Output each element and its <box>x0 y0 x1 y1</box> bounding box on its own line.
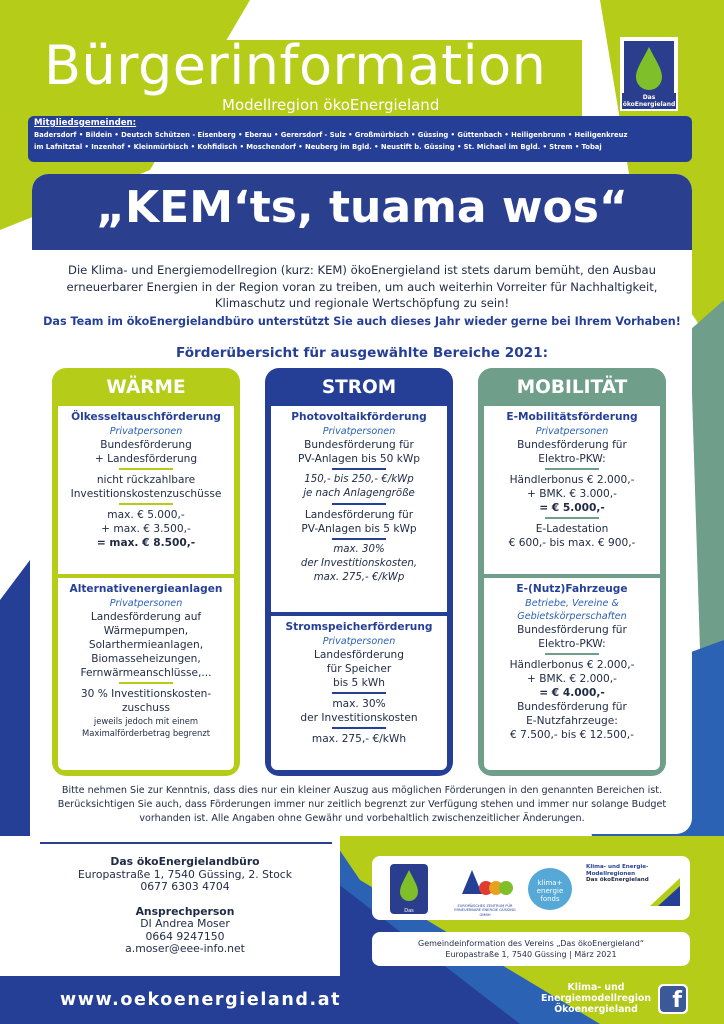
partner-name: Das ökoEnergieland <box>390 908 429 920</box>
drop-icon <box>390 864 428 904</box>
members-line-1: Badersdorf • Bildein • Deutsch Schützen - Eisenberg • Eberau • Gerersdorf - Sulz • Großmürbisch • Güssing • Güttenbach • Heiligenbrunn • Heiligenkreuz <box>34 131 628 139</box>
text-line: PV-Anlagen bis 5 kWp <box>301 523 417 535</box>
text-line: Landesförderung für <box>304 509 414 521</box>
partner-name: Das ökoEnergieland <box>586 877 649 884</box>
partner-name: Klima- und Energie- <box>586 864 649 870</box>
klima-energie-fonds-logo <box>528 868 572 910</box>
members-label: Mitgliedsgemeinden: <box>34 118 137 128</box>
text-line: E-Ladestation <box>535 523 609 535</box>
panel-alternativenergie <box>58 578 234 770</box>
eee-partner-logo <box>452 864 518 917</box>
page-subtitle: Modellregion ökoEnergieland <box>222 96 440 114</box>
rate-line: der Investitionskosten, <box>300 558 418 569</box>
amount-line: € 600,- bis max. € 900,- <box>508 537 636 549</box>
small-note: Maximalförderbetrag begrenzt <box>81 728 211 738</box>
partner-name: EUROPÄISCHES ZENTRUM FÜR ERNEUERBARE ENERGIE GÜSSING GMBH <box>454 904 516 917</box>
kem-icon <box>650 878 680 906</box>
footer-line: Energiemodellregion <box>540 993 652 1004</box>
panel-audience: Privatpersonen <box>109 598 183 609</box>
text-line: Landesförderung auf <box>90 611 202 623</box>
member-municipalities <box>28 116 692 162</box>
text-line: Fernwärmeanschlüsse,... <box>80 667 212 679</box>
text-line: Elektro-PKW: <box>538 638 606 650</box>
panel-audience: Gebietskörperschaften <box>517 611 627 622</box>
website-link[interactable]: www.oekoenergieland.at <box>60 990 342 1010</box>
contact-block <box>40 856 330 956</box>
amount-total: = max. € 8.500,- <box>96 537 196 549</box>
text-line: 30 % Investitionskosten- <box>80 688 212 700</box>
text-line: E-Nutzfahrzeuge: <box>526 715 618 727</box>
contact-email[interactable]: a.moser@eee-info.net <box>125 942 245 955</box>
text-line: Wärmepumpen, <box>103 625 189 637</box>
publication-info <box>372 932 690 966</box>
office-phone[interactable]: 0677 6303 4704 <box>140 880 230 893</box>
text-line: nicht rückzahlbare <box>96 474 196 486</box>
kem-partner-logo <box>586 864 682 914</box>
column-heading: MOBILITÄT <box>516 377 628 398</box>
main-card <box>32 174 692 834</box>
contact-person-phone[interactable]: 0664 9247150 <box>145 929 225 943</box>
divider <box>332 538 386 540</box>
amount-line: Händlerbonus € 2.000,- <box>509 659 635 671</box>
panel-title: Ölkesseltauschförderung <box>71 411 221 423</box>
footer-line: Ökoenergieland <box>554 1004 638 1015</box>
column-waerme <box>52 368 240 776</box>
text-line: Investitionskostenzuschüsse <box>70 488 222 500</box>
page-title: Bürgerinformation <box>44 34 547 97</box>
footer-line: Klima- und <box>567 982 625 993</box>
publication-line-2: Europastraße 1, 7540 Güssing | März 2021 <box>445 950 617 959</box>
contact-person-label: Ansprechperson <box>135 904 235 918</box>
panel-e-nutzfahrzeuge <box>484 578 660 770</box>
rate-line: max. 275,- €/kWp <box>313 572 405 583</box>
amount-total: = € 4.000,- <box>539 687 605 699</box>
divider <box>332 727 386 729</box>
logo-caption: Das ökoEnergieland <box>622 94 676 108</box>
divider <box>119 682 173 684</box>
column-heading: STROM <box>321 377 397 398</box>
panel-audience: Betriebe, Vereine & <box>525 598 619 609</box>
intro-emphasis: Das Team im ökoEnergielandbüro unterstützt Sie auch dieses Jahr wieder gerne bei Ihrem Vorhaben! <box>43 315 681 328</box>
members-line-2: im Lafnitztal • Inzenhof • Kleinmürbisch • Kohfidisch • Moschendorf • Neuberg im Bgld. • Neustift b. Güssing • St. Michael im Bgld. • Strem • Tobaj <box>34 142 602 151</box>
text-line: bis 5 kWh <box>333 677 385 689</box>
amount-line: max. € 5.000,- <box>107 509 185 521</box>
oekoenergieland-logo <box>620 37 678 111</box>
partner-logos <box>372 856 690 920</box>
text-line: zuschuss <box>121 702 171 714</box>
slogan: „KEM‘ts, tuama wos“ <box>96 182 628 233</box>
amount-line: + BMK. € 3.000,- <box>527 488 617 500</box>
panel-title: E-Mobilitätsförderung <box>506 411 638 423</box>
text-line: Biomasseheizungen, <box>91 653 201 665</box>
text-line: Bundesförderung <box>100 439 192 451</box>
text-line: Bundesförderung für <box>304 439 414 451</box>
text-line: für Speicher <box>326 663 392 675</box>
amount-line: max. 275,- €/kWh <box>311 733 407 745</box>
text-line: max. 30% <box>332 698 386 710</box>
divider <box>545 517 599 519</box>
panel-audience: Privatpersonen <box>109 426 183 437</box>
publication-line-1: Gemeindeinformation des Vereins „Das ökoEnergieland“ <box>418 939 644 948</box>
panel-audience: Privatpersonen <box>535 426 609 437</box>
office-address: Europastraße 1, 7540 Güssing, 2. Stock <box>77 867 292 881</box>
footer-region-name <box>540 982 652 1015</box>
text-line: + Landesförderung <box>94 453 198 465</box>
amount-line: Händlerbonus € 2.000,- <box>509 474 635 486</box>
overview-heading: Förderübersicht für ausgewählte Bereiche 2021: <box>175 345 549 361</box>
panel-audience: Privatpersonen <box>322 636 396 647</box>
divider <box>545 468 599 470</box>
column-heading: WÄRME <box>106 377 186 398</box>
panel-stromspeicher <box>271 616 447 770</box>
column-mobilitaet <box>478 368 666 776</box>
divider <box>332 468 386 470</box>
divider <box>119 468 173 470</box>
text-line: Bundesförderung für <box>517 701 627 713</box>
text-line: der Investitionskosten <box>300 712 418 724</box>
text-line: Landesförderung <box>313 649 404 661</box>
amount-line: + BMK. € 2.000,- <box>527 673 617 685</box>
panel-title: Photovoltaikförderung <box>291 411 427 423</box>
panel-title: E-(Nutz)Fahrzeuge <box>516 583 628 595</box>
text-line: Elektro-PKW: <box>538 453 606 465</box>
office-name: Das ökoEnergielandbüro <box>110 855 260 868</box>
facebook-glyph: f <box>660 986 686 1012</box>
panel-photovoltaik <box>271 406 447 612</box>
contact-divider <box>40 842 332 844</box>
rate-line: je nach Anlagengröße <box>303 488 415 499</box>
slogan-banner <box>32 174 692 250</box>
rate-line: 150,- bis 250,- €/kWp <box>304 474 414 485</box>
facebook-icon[interactable] <box>658 984 688 1014</box>
amount-line: € 7.500,- bis € 12.500,- <box>510 729 634 741</box>
small-note: jeweils jedoch mit einem <box>93 716 199 726</box>
oekoenergieland-partner-logo <box>390 864 429 920</box>
panel-title: Stromspeicherförderung <box>285 621 433 633</box>
panel-audience: Privatpersonen <box>322 426 396 437</box>
amount-total: = € 5.000,- <box>539 502 605 514</box>
partner-name: Modellregionen <box>586 870 636 877</box>
divider <box>119 503 173 505</box>
partner-name: klima+ energie fonds <box>536 879 564 903</box>
disclaimer: Bitte nehmen Sie zur Kenntnis, dass dies nur ein kleiner Auszug aus möglichen Förderungen in den genannten Bereichen ist. Berücksichtigen Sie auch, dass Förderungen immer nur zeitlich begrenzt zur Verfügung stehen und immer nur solange Budget vorhanden ist. Alle Angaben ohne Gewähr und vorbehaltlich zwischenzeitlicher Änderungen. <box>57 785 667 824</box>
panel-e-mobilitaet <box>484 406 660 574</box>
panel-oelkesseltausch <box>58 406 234 574</box>
panel-title: Alternativenergieanlagen <box>69 583 223 595</box>
amount-line: + max. € 3.500,- <box>101 523 191 535</box>
text-line: Solarthermieanlagen, <box>88 639 204 651</box>
text-line: PV-Anlagen bis 50 kWp <box>297 453 421 465</box>
intro-text: Die Klima- und Energiemodellregion (kurz: KEM) ökoEnergieland ist stets darum bemüht, den Ausbau erneuerbarer Energien in der Region voran zu treiben, um auch weiterhin Vorreiter für Nachhaltigkeit, Klimaschutz und regionale Wertschöpfung zu sein! <box>66 263 658 310</box>
text-line: Bundesförderung für <box>517 624 627 636</box>
drop-icon <box>624 41 674 95</box>
contact-person-name: DI Andrea Moser <box>140 917 230 930</box>
divider <box>545 653 599 655</box>
rate-line: max. 30% <box>333 544 385 555</box>
divider <box>332 503 386 505</box>
divider <box>332 692 386 694</box>
column-strom <box>265 368 453 776</box>
eee-icon <box>452 864 518 900</box>
text-line: Bundesförderung für <box>517 439 627 451</box>
